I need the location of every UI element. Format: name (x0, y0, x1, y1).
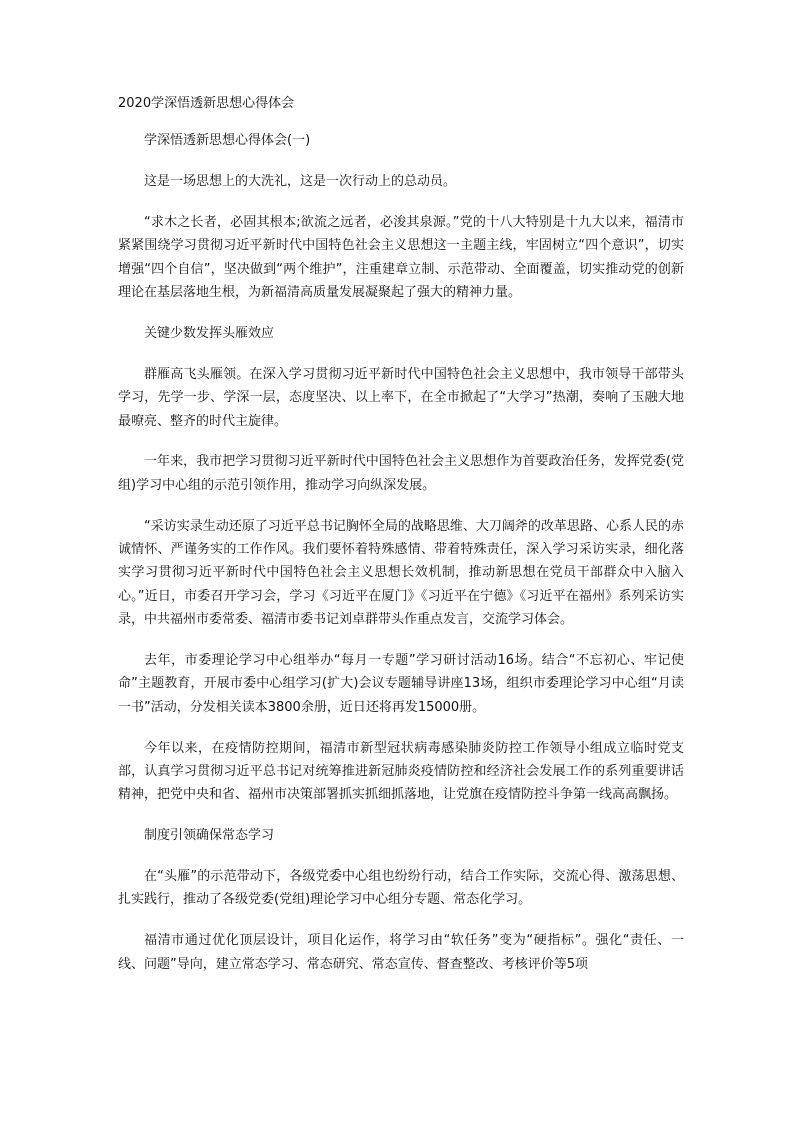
section-heading: 关键少数发挥头雁效应 (144, 326, 275, 342)
document-page (118, 92, 684, 993)
paragraph: 一年来，我市把学习贯彻习近平新时代中国特色社会主义思想作为首要政治任务，发挥党委(党组)学习中心组的示范引领作用，推动学习向纵深发展。 (118, 454, 684, 493)
paragraph: “求木之长者，必固其根本;欲流之远者，必浚其泉源。”党的十八大特别是十九大以来，福清市紧紧围绕学习贯彻习近平新时代中国特色社会主义思想这一主题主线，牢固树立“四个意识”，切实增强“四个自信”，坚决做到“两个维护”，注重建章立制、示范带动、全面覆盖，切实推动党的创新理论在基层落地生根，为新福清高质量发展凝聚起了强大的精神力量。 (118, 215, 684, 301)
section-subtitle: 学深悟透新思想心得体会(一) (144, 133, 311, 149)
paragraph: 福清市通过优化顶层设计，项目化运作，将学习由“软任务”变为“硬指标”。强化“责任、一线、问题”导向，建立常态学习、常态研究、常态宣传、督查整改、考核评价等5项 (118, 933, 684, 972)
document-title: 2020学深悟透新思想心得体会 (118, 96, 295, 111)
paragraph: 这是一场思想上的大洗礼，这是一次行动上的总动员。 (144, 174, 457, 190)
paragraph: 在“头雁”的示范带动下，各级党委中心组也纷纷行动，结合工作实际，交流心得、激荡思想、扎实践行，推动了各级党委(党组)理论学习中心组分专题、常态化学习。 (118, 869, 684, 908)
paragraph: 去年，市委理论学习中心组举办“每月一专题”学习研讨活动16场。结合“不忘初心、牢记使命”主题教育，开展市委中心组学习(扩大)会议专题辅导讲座13场，组织市委理论学习中心组“月读一书”活动，分发相关读本3800余册，近日还将再发15000册。 (118, 653, 684, 715)
paragraph: 群雁高飞头雁领。在深入学习贯彻习近平新时代中国特色社会主义思想中，我市领导干部带头学习，先学一步、学深一层，态度坚决、以上率下，在全市掀起了“大学习”热潮，奏响了玉融大地最嘹亮、整齐的时代主旋律。 (118, 366, 684, 429)
paragraph: 今年以来，在疫情防控期间，福清市新型冠状病毒感染肺炎防控工作领导小组成立临时党支部，认真学习贯彻习近平总书记对统筹推进新冠肺炎疫情防控和经济社会发展工作的系列重要讲话精神，把党中央和省、福州市决策部署抓实抓细抓落地，让党旗在疫情防控斗争第一线高高飘扬。 (118, 740, 684, 803)
paragraph: “采访实录生动还原了习近平总书记胸怀全局的战略思维、大刀阔斧的改革思路、心系人民的赤诚情怀、严谨务实的工作作风。我们要怀着特殊感情、带着特殊责任，深入学习采访实录，细化落实学习贯彻习近平新时代中国特色社会主义思想长效机制，推动新思想在党员干部群众中入脑入心。”近日，市委召开学习会，学习《习近平在厦门》《习近平在宁德》《习近平在福州》系列采访实录，中共福州市委常委、福清市委书记刘卓群带头作重点发言，交流学习体会。 (118, 518, 684, 628)
section-heading: 制度引领确保常态学习 (144, 828, 275, 844)
